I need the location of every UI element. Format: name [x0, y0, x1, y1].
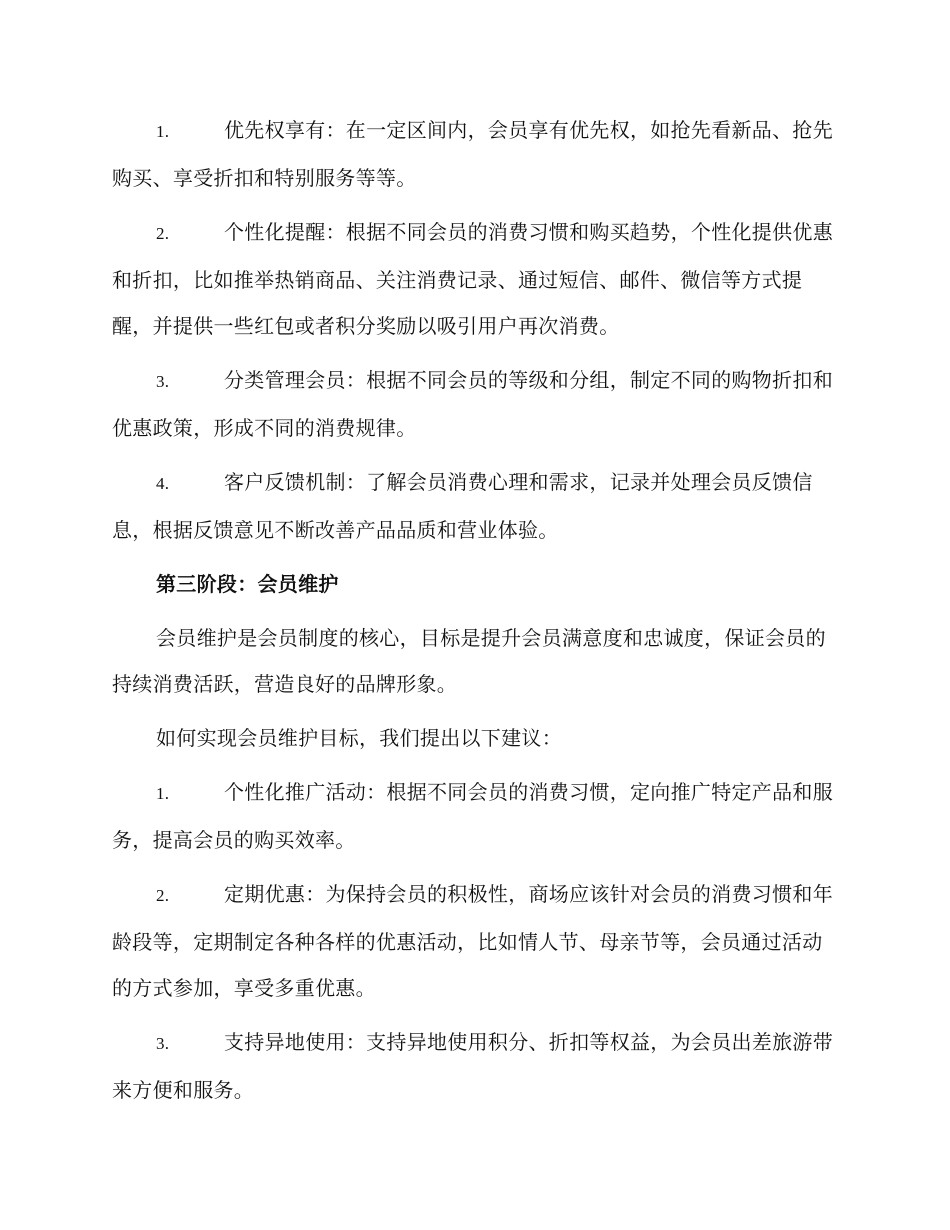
list-text: 个性化提醒：根据不同会员的消费习惯和购买趋势，个性化提供优惠和折扣，比如推举热销商品、关注消费记录、通过短信、邮件、微信等方式提醒，并提供一些红包或者积分奖励以吸引用户再次消费。 [112, 220, 833, 338]
list-text: 优先权享有：在一定区间内，会员享有优先权，如抢先看新品、抢先购买、享受折扣和特别服务等等。 [112, 118, 833, 190]
document-page [112, 107, 834, 1121]
list-text: 分类管理会员：根据不同会员的等级和分组，制定不同的购物折扣和优惠政策，形成不同的消费规律。 [112, 368, 833, 440]
list-text: 定期优惠：为保持会员的积极性，商场应该针对会员的消费习惯和年龄段等，定期制定各种各样的优惠活动，比如情人节、母亲节等，会员通过活动的方式参加，享受多重优惠。 [112, 882, 833, 1000]
section-heading: 第三阶段：会员维护 [156, 572, 339, 596]
list-item [112, 1019, 834, 1113]
list-item [112, 459, 834, 553]
list-item [112, 769, 834, 863]
list-number: 2. [156, 886, 170, 905]
list-number: 3. [156, 1034, 170, 1053]
list-number: 4. [156, 474, 170, 493]
list-item [112, 357, 834, 451]
list-number: 3. [156, 372, 170, 391]
list-item [112, 209, 834, 349]
list-text: 客户反馈机制：了解会员消费心理和需求，记录并处理会员反馈信息，根据反馈意见不断改善产品品质和营业体验。 [112, 470, 813, 542]
list-text: 支持异地使用：支持异地使用积分、折扣等权益，为会员出差旅游带来方便和服务。 [112, 1030, 833, 1102]
list-number: 2. [156, 224, 170, 243]
lead-paragraph: 如何实现会员维护目标，我们提出以下建议： [156, 726, 562, 750]
list-item [112, 871, 834, 1011]
list-number: 1. [156, 784, 170, 803]
list-text: 个性化推广活动：根据不同会员的消费习惯，定向推广特定产品和服务，提高会员的购买效率。 [112, 780, 833, 852]
intro-paragraph: 会员维护是会员制度的核心，目标是提升会员满意度和忠诚度，保证会员的持续消费活跃，营造良好的品牌形象。 [112, 626, 826, 696]
list-number: 1. [156, 122, 170, 141]
list-item [112, 107, 834, 201]
